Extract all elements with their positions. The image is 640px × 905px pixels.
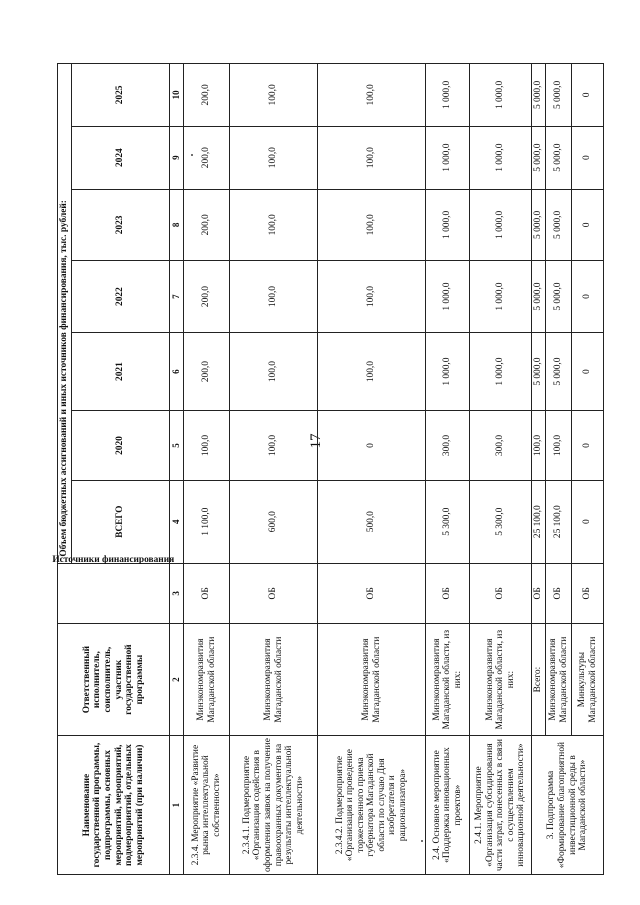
column-number: 3	[170, 563, 184, 623]
page-number: 17	[308, 433, 324, 449]
row-executor: Минэкономразвития Магаданской области	[230, 624, 318, 736]
table-row	[318, 64, 426, 875]
column-number: 10	[170, 64, 184, 127]
header-program-name: Наименование государственной программы, подпрограммы, основных мероприятий, мероприятий, подмероприятий, отдельных мероприятий (при наличии)	[58, 736, 170, 875]
row-value-2021: 1 000,0	[470, 332, 532, 410]
row-value-2023: 5 000,0	[546, 189, 572, 261]
row-executor: Минэкономразвития Магаданской области	[318, 624, 426, 736]
row-funding-source: ОБ	[318, 563, 426, 623]
row-value-2022: 5 000,0	[546, 261, 572, 333]
header-year-2023: 2023	[72, 189, 170, 261]
row-funding-source: ОБ	[184, 563, 230, 623]
row-value-2023: 100,0	[230, 189, 318, 261]
row-value-2022: 100,0	[318, 261, 426, 333]
row-value-2025: 5 000,0	[546, 64, 572, 127]
budget-table	[52, 63, 604, 875]
row-value-total: 500,0	[318, 480, 426, 563]
row-value-2020: 100,0	[532, 411, 546, 480]
row-value-2021: 5 000,0	[546, 332, 572, 410]
row-value-2023: 200,0	[184, 189, 230, 261]
row-value-2024: 1 000,0	[470, 126, 532, 189]
budget-table-frame	[52, 63, 603, 875]
column-number: 7	[170, 261, 184, 333]
table-row	[184, 64, 230, 875]
header-year-2022: 2022	[72, 261, 170, 333]
row-value-2024: 200,0	[184, 126, 230, 189]
row-value-2022: 1 000,0	[426, 261, 470, 333]
row-value-total: 5 300,0	[470, 480, 532, 563]
row-funding-source: ОБ	[572, 563, 604, 623]
row-executor: Минэкономразвития Магаданской области, из них:	[426, 624, 470, 736]
header-year-2020: 2020	[72, 411, 170, 480]
row-program-name: 2.4. Основное мероприятие «Поддержка инновационных проектов»	[426, 736, 470, 875]
row-value-total: 0	[572, 480, 604, 563]
row-value-2021: 100,0	[230, 332, 318, 410]
column-number: 8	[170, 189, 184, 261]
row-executor: Минэкономразвития Магаданской области, из них:	[470, 624, 532, 736]
row-value-total: 600,0	[230, 480, 318, 563]
row-executor: Всего:	[532, 624, 546, 736]
row-value-2024: 5 000,0	[546, 126, 572, 189]
table-row	[470, 64, 532, 875]
row-value-2021: 200,0	[184, 332, 230, 410]
row-value-2021: 1 000,0	[426, 332, 470, 410]
header-executor: Ответственный исполнитель, соисполнитель, участник государственной программы	[58, 624, 170, 736]
row-funding-source: ОБ	[532, 563, 546, 623]
row-value-2024: 0	[572, 126, 604, 189]
row-value-2020: 0	[318, 411, 426, 480]
table-row	[426, 64, 470, 875]
column-number: 5	[170, 411, 184, 480]
column-number: 4	[170, 480, 184, 563]
row-value-2025: 100,0	[230, 64, 318, 127]
row-executor: Минкультуры Магаданской области	[572, 624, 604, 736]
table-row	[230, 64, 318, 875]
row-program-name: 2.3.4. Мероприятие «Развитие рынка интеллектуальной собственности»	[184, 736, 230, 875]
header-budget-span: Объем бюджетных ассигнований и иных источников финансирования, тыс. рублей:	[58, 64, 72, 564]
column-number: 6	[170, 332, 184, 410]
row-value-2020: 0	[572, 411, 604, 480]
row-value-total: 25 100,0	[532, 480, 546, 563]
row-funding-source: ОБ	[426, 563, 470, 623]
row-value-2023: 1 000,0	[470, 189, 532, 261]
row-value-total: 5 300,0	[426, 480, 470, 563]
header-funding-source-text: Источники финансирования	[52, 554, 175, 565]
header-funding-source	[52, 554, 175, 623]
row-value-2025: 200,0	[184, 64, 230, 127]
row-program-name: 2.4.1. Мероприятие «Организация субсидирования части затрат, понесенных в связи с осуществлением инновационной деятельности»	[470, 736, 532, 875]
row-program-name: 2.3.4.1. Подмероприятие «Организация содействия в оформлении заявок на получение правоохранных документов на результаты интеллектуальной деятельности»	[230, 736, 318, 875]
row-value-2020: 100,0	[546, 411, 572, 480]
row-value-2020: 300,0	[470, 411, 532, 480]
header-year-2025: 2025	[72, 64, 170, 127]
row-executor: Минэкономразвития Магаданской области	[184, 624, 230, 736]
row-value-2020: 100,0	[184, 411, 230, 480]
row-program-name: 3. Подпрограмма «Формирование благоприятной инвестиционной среды в Магаданской области»	[532, 736, 604, 875]
row-value-2023: 100,0	[318, 189, 426, 261]
row-program-name: 2.3.4.2. Подмероприятие «Организация и проведение торжественного приема губернатора Магаданской области по случаю Дня изобретателя и рационализатора»	[318, 736, 426, 875]
row-value-2023: 0	[572, 189, 604, 261]
row-funding-source: ОБ	[470, 563, 532, 623]
row-value-2024: 1 000,0	[426, 126, 470, 189]
row-value-2025: 1 000,0	[470, 64, 532, 127]
row-funding-source: ОБ	[230, 563, 318, 623]
row-value-2024: 5 000,0	[532, 126, 546, 189]
row-value-2022: 1 000,0	[470, 261, 532, 333]
column-number: 9	[170, 126, 184, 189]
row-value-2025: 5 000,0	[532, 64, 546, 127]
row-funding-source: ОБ	[546, 563, 572, 623]
row-value-2022: 5 000,0	[532, 261, 546, 333]
row-value-2021: 5 000,0	[532, 332, 546, 410]
row-value-2025: 0	[572, 64, 604, 127]
header-year-2024: 2024	[72, 126, 170, 189]
row-value-2022: 100,0	[230, 261, 318, 333]
row-value-2022: 0	[572, 261, 604, 333]
column-number: 1	[170, 736, 184, 875]
row-value-2021: 0	[572, 332, 604, 410]
row-value-2020: 300,0	[426, 411, 470, 480]
row-value-2023: 1 000,0	[426, 189, 470, 261]
header-total: ВСЕГО	[72, 480, 170, 563]
row-value-2021: 100,0	[318, 332, 426, 410]
row-value-2025: 100,0	[318, 64, 426, 127]
row-value-total: 25 100,0	[546, 480, 572, 563]
header-year-2021: 2021	[72, 332, 170, 410]
row-value-2024: 100,0	[318, 126, 426, 189]
row-value-total: 1 100,0	[184, 480, 230, 563]
row-executor: Минэкономразвития Магаданской области	[546, 624, 572, 736]
budget-table-rotated-container	[52, 63, 603, 875]
row-value-2023: 5 000,0	[532, 189, 546, 261]
table-row	[532, 64, 546, 875]
column-number: 2	[170, 624, 184, 736]
row-value-2022: 200,0	[184, 261, 230, 333]
row-value-2024: 100,0	[230, 126, 318, 189]
row-value-2025: 1 000,0	[426, 64, 470, 127]
row-value-2020: 100,0	[230, 411, 318, 480]
